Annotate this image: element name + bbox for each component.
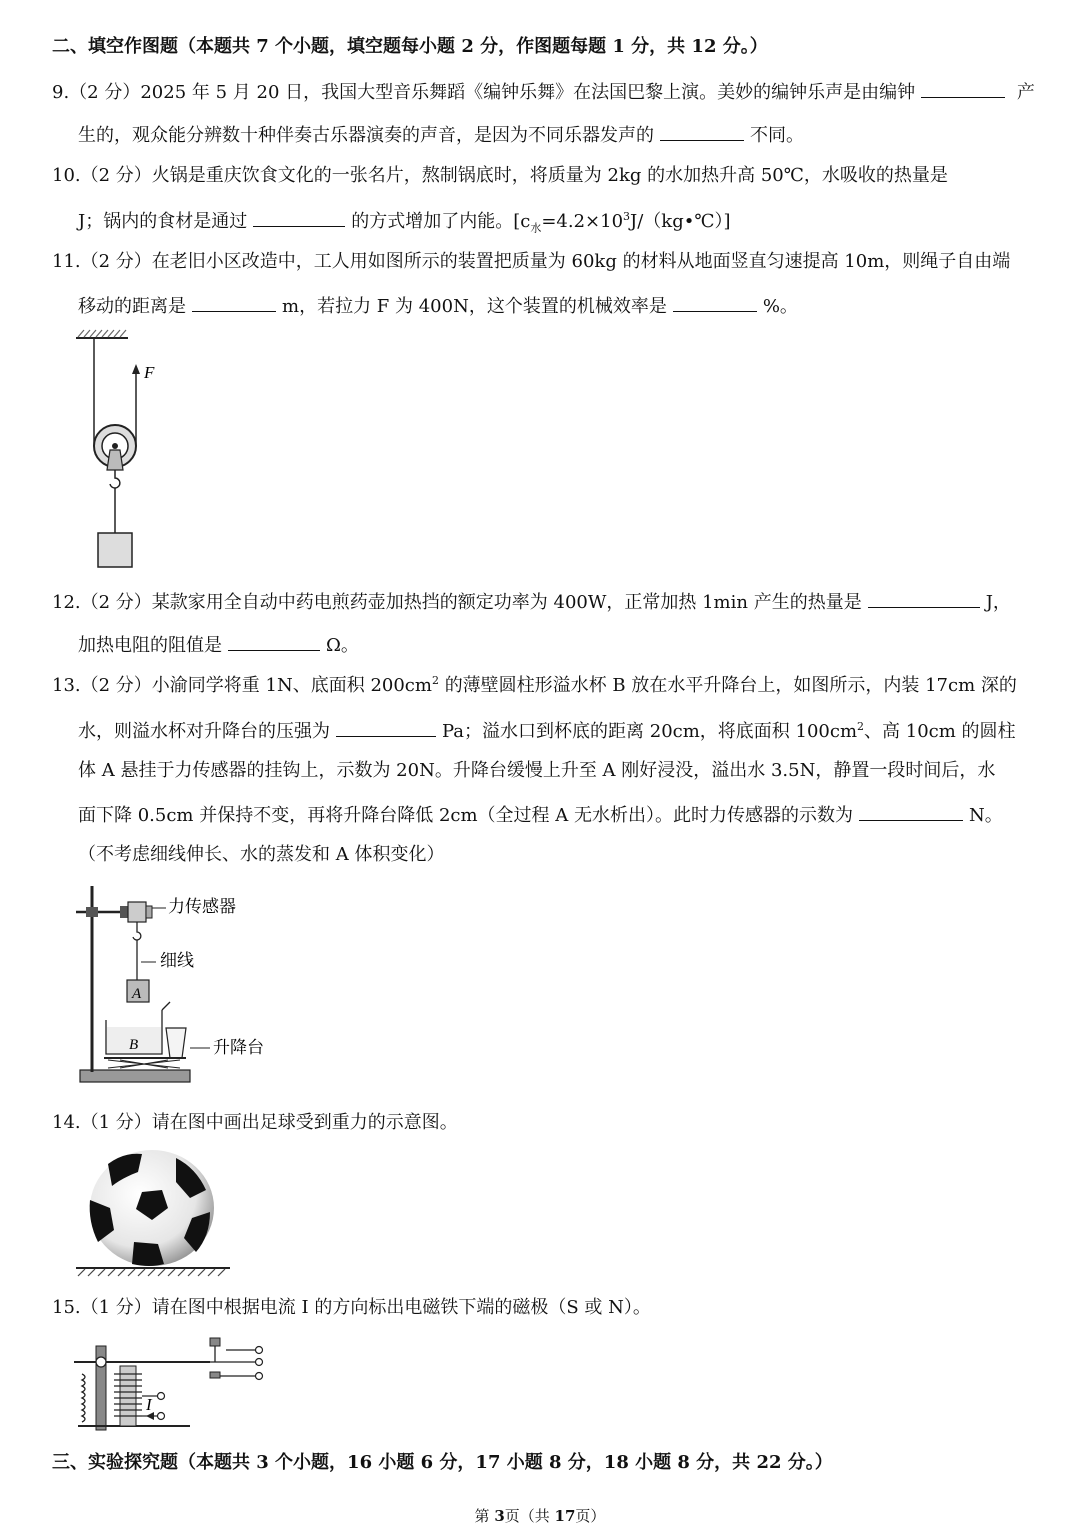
q10-blank-2[interactable] xyxy=(253,206,345,227)
q12-blank-2[interactable] xyxy=(228,630,320,651)
q13-blank-2[interactable] xyxy=(859,800,963,821)
question-12-line-2: 加热电阻的阻值是 Ω。 xyxy=(78,630,1080,659)
question-15-line-1: 15.（1 分）请在图中根据电流 I 的方向标出电磁铁下端的磁极（S 或 N）。 xyxy=(52,1297,651,1318)
question-11-line-2: 移动的距离是 m，若拉力 F 为 400N，这个装置的机械效率是 %。 xyxy=(78,291,1080,320)
question-13-line-3: 体 A 悬挂于力传感器的挂钩上，示数为 20N。升降台缓慢上升至 A 刚好浸没，溢出水 3.5N，静置一段时间后，水 xyxy=(78,760,996,781)
label-platform: 升降台 xyxy=(213,1038,264,1057)
section-heading-3: 三、实验探究题（本题共 3 个小题，16 小题 6 分，17 小题 8 分，18 小题 8 分，共 22 分。） xyxy=(52,1452,833,1473)
question-9-line-1: 9.（2 分）2025 年 5 月 20 日，我国大型音乐舞蹈《编钟乐舞》在法国巴黎上演。美妙的编钟乐声是由编钟 产 xyxy=(52,77,1080,106)
q13-blank-1[interactable] xyxy=(336,716,436,737)
question-13-line-5: （不考虑细线伸长、水的蒸发和 A 体积变化） xyxy=(78,844,445,865)
label-force-sensor: 力传感器 xyxy=(168,897,236,916)
q12-blank-1[interactable] xyxy=(868,587,980,608)
page-footer: 第 3页（共 17页） xyxy=(474,1507,606,1525)
soccer-ball-figure[interactable] xyxy=(72,1146,234,1278)
q9-blank-2[interactable] xyxy=(660,120,744,141)
q9-blank-1[interactable] xyxy=(921,77,1005,98)
question-10-line-2: J；锅内的食材是通过 的方式增加了内能。$[c_水=4.2\times 10^3J/(kg•℃)]$ xyxy=(78,206,1080,235)
label-cup-b: B xyxy=(129,1037,139,1053)
label-thread: 细线 xyxy=(160,951,194,970)
question-13-line-2: 水，则溢水杯对升降台的压强为 Pa；溢水口到杯底的距离 20cm，将底面积 $100cm^2$、高 10cm 的圆柱 xyxy=(78,716,1080,745)
question-9-line-2: 生的，观众能分辨数十种伴奏古乐器演奏的声音，是因为不同乐器发声的 不同。 xyxy=(78,120,1080,149)
force-label-f: F xyxy=(144,363,155,382)
question-12-line-1: 12.（2 分）某款家用全自动中药电煎药壶加热挡的额定功率为 400W，正常加热 1min 产生的热量是 J， xyxy=(52,587,1080,616)
current-label-i: I xyxy=(146,1395,152,1414)
label-cylinder-a: A xyxy=(132,986,142,1002)
q11-blank-2[interactable] xyxy=(673,291,757,312)
force-sensor-figure xyxy=(70,882,290,1088)
question-13-line-1: 13.（2 分）小渝同学将重 1N、底面积 $200cm^2$ 的薄壁圆柱形溢水杯 B 放在水平升降台上，如图所示，内装 17cm 深的 xyxy=(52,674,1017,696)
question-10-line-1: 10.（2 分）火锅是重庆饮食文化的一张名片，熬制锅底时，将质量为 2kg 的水加热升高 50℃，水吸收的热量是 xyxy=(52,165,948,186)
electromagnet-figure[interactable] xyxy=(70,1334,270,1432)
pulley-figure xyxy=(70,328,180,573)
question-14-line-1: 14.（1 分）请在图中画出足球受到重力的示意图。 xyxy=(52,1112,458,1133)
section-heading-2: 二、填空作图题（本题共 7 个小题，填空题每小题 2 分，作图题每题 1 分，共 12 分。） xyxy=(52,36,768,57)
question-11-line-1: 11.（2 分）在老旧小区改造中，工人用如图所示的装置把质量为 60kg 的材料从地面竖直匀速提高 10m，则绳子自由端 xyxy=(52,251,1011,272)
q11-blank-1[interactable] xyxy=(192,291,276,312)
question-13-line-4: 面下降 0.5cm 并保持不变，再将升降台降低 2cm（全过程 A 无水析出）。此时力传感器的示数为 N。 xyxy=(78,800,1080,829)
